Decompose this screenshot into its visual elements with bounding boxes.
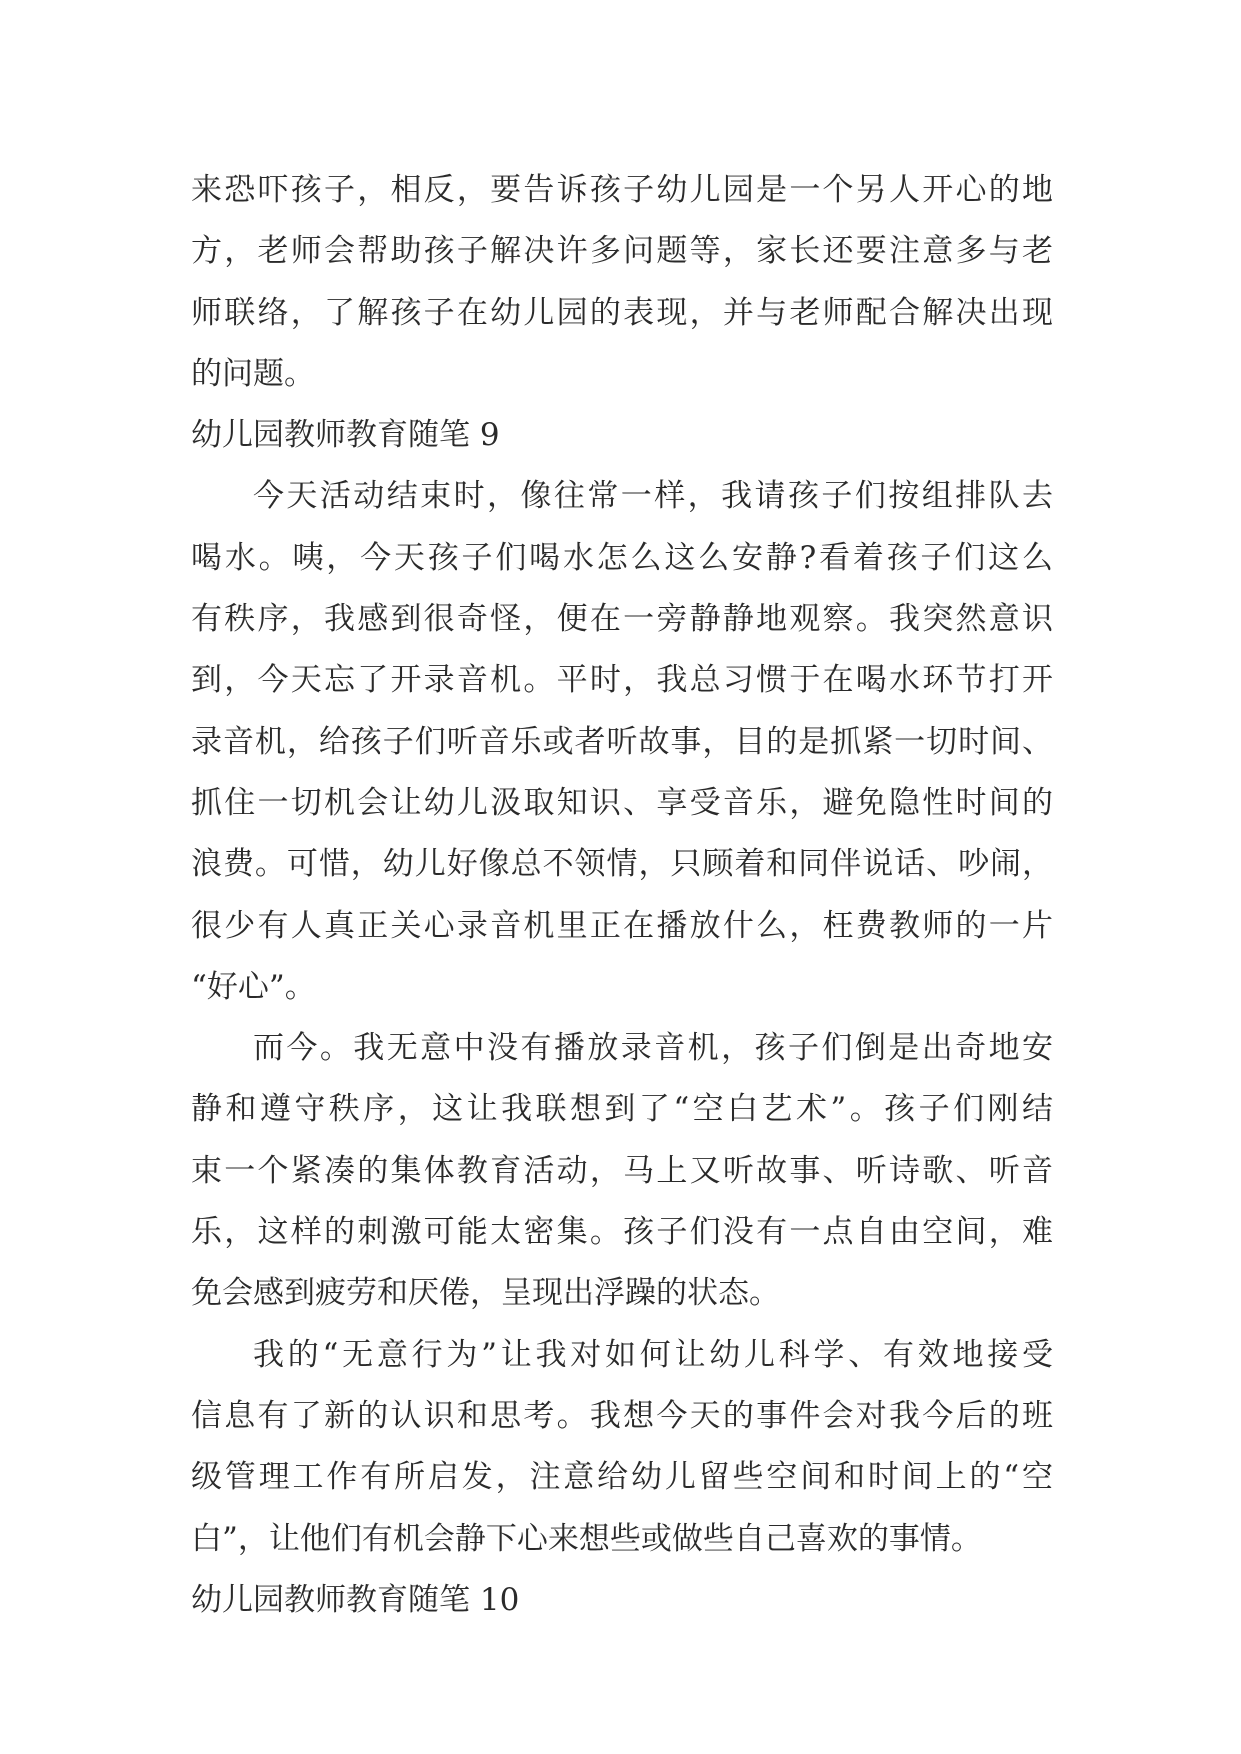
paragraph xyxy=(191,466,1053,1018)
text-line: 免会感到疲劳和厌倦，呈现出浮躁的状态。 xyxy=(191,1275,780,1312)
text-line: 静和遵守秩序，这让我联想到了“空白艺术”。孩子们刚结 xyxy=(191,1091,1053,1128)
text-line: 我的“无意行为”让我对如何让幼儿科学、有效地接受 xyxy=(253,1336,1053,1373)
text-line: 白”，让他们有机会静下心来想些或做些自己喜欢的事情。 xyxy=(191,1520,982,1557)
text-line: 乐，这样的刺激可能太密集。孩子们没有一点自由空间，难 xyxy=(191,1214,1053,1251)
section-heading: 幼儿园教师教育随笔 9 xyxy=(191,417,500,454)
text-line: “好心”。 xyxy=(191,968,316,1005)
text-line: 方，老师会帮助孩子解决许多问题等，家长还要注意多与老 xyxy=(191,233,1053,270)
paragraph xyxy=(191,160,1053,405)
text-line: 来恐吓孩子，相反，要告诉孩子幼儿园是一个另人开心的地 xyxy=(191,172,1053,208)
text-line: 有秩序，我感到很奇怪，便在一旁静静地观察。我突然意识 xyxy=(191,601,1053,638)
text-line: 喝水。咦，今天孩子们喝水怎么这么安静?看着孩子们这么 xyxy=(191,539,1053,576)
text-line: 而今。我无意中没有播放录音机，孩子们倒是出奇地安 xyxy=(253,1030,1053,1067)
text-line: 很少有人真正关心录音机里正在播放什么，枉费教师的一片 xyxy=(191,907,1053,944)
text-line: 的问题。 xyxy=(191,355,315,392)
text-line: 今天活动结束时，像往常一样，我请孩子们按组排队去 xyxy=(253,478,1053,515)
text-line: 到，今天忘了开录音机。平时，我总习惯于在喝水环节打开 xyxy=(191,662,1053,699)
text-line: 录音机，给孩子们听音乐或者听故事，目的是抓紧一切时间、 xyxy=(191,723,1053,760)
text-line: 抓住一切机会让幼儿汲取知识、享受音乐，避免隐性时间的 xyxy=(191,784,1053,821)
document-body xyxy=(191,160,1053,1631)
text-line: 束一个紧凑的集体教育活动，马上又听故事、听诗歌、听音 xyxy=(191,1152,1053,1189)
text-line: 浪费。可惜，幼儿好像总不领情，只顾着和同伴说话、吵闹， xyxy=(191,846,1053,883)
text-line: 师联络，了解孩子在幼儿园的表现，并与老师配合解决出现 xyxy=(191,294,1053,331)
paragraph xyxy=(191,1018,1053,1324)
text-line: 级管理工作有所启发，注意给幼儿留些空间和时间上的“空 xyxy=(191,1459,1053,1496)
section-heading: 幼儿园教师教育随笔 10 xyxy=(191,1581,520,1618)
paragraph xyxy=(191,1325,1053,1570)
text-line: 信息有了新的认识和思考。我想今天的事件会对我今后的班 xyxy=(191,1397,1053,1434)
